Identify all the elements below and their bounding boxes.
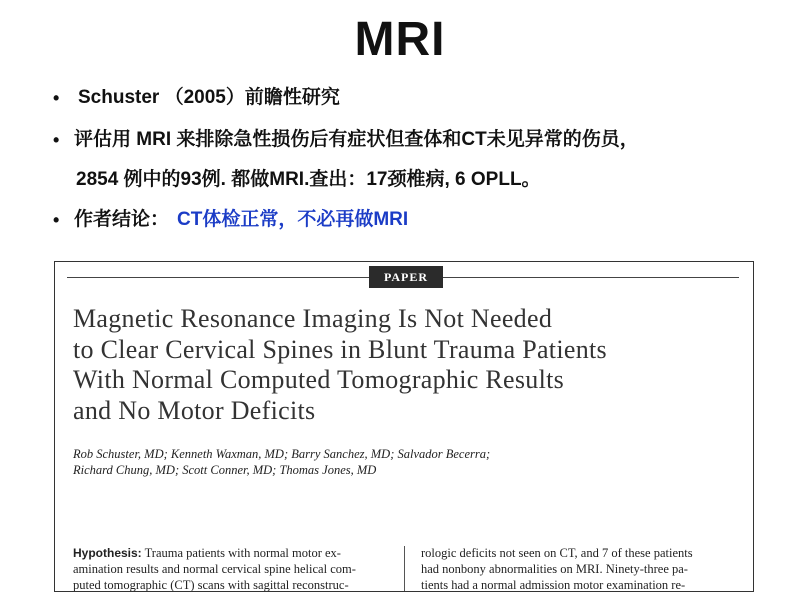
bullet-marker: • — [53, 130, 60, 150]
author-line: Rob Schuster, MD; Kenneth Waxman, MD; Barry Sanchez, MD; Salvador Becerra; — [73, 447, 491, 461]
bullet-marker: • — [53, 88, 60, 108]
abstract-line: tients had a normal admission motor examination re- — [421, 578, 686, 592]
author-line: Richard Chung, MD; Scott Conner, MD; Thomas Jones, MD — [73, 463, 377, 477]
paper-title-line: Magnetic Resonance Imaging Is Not Needed — [73, 304, 553, 333]
abstract-line: amination results and normal cervical spine helical com- — [73, 562, 356, 576]
abstract-column-right — [421, 545, 741, 592]
abstract-line — [73, 545, 391, 561]
abstract-line: had nonbony abnormalities on MRI. Ninety-three pa- — [421, 562, 688, 576]
abstract-column-left — [73, 545, 391, 592]
paper-title-line: to Clear Cervical Spines in Blunt Trauma Patients — [73, 334, 607, 364]
conclusion-text — [74, 204, 408, 236]
bullet-continuation-text: 2854 例中的93例. 都做MRI.查出：17颈椎病, 6 OPLL。 — [76, 169, 541, 190]
header-rule-right — [443, 277, 739, 278]
abstract-line: rologic deficits not seen on CT, and 7 of these patients — [421, 546, 693, 560]
paper-screenshot — [54, 261, 754, 592]
slide-title: MRI — [354, 13, 446, 66]
paper-authors — [73, 446, 743, 478]
conclusion-label: 作者结论： — [74, 209, 170, 230]
paper-tag: PAPER — [369, 266, 443, 288]
column-divider — [404, 546, 405, 592]
bullet-marker: • — [53, 210, 60, 230]
abstract-heading: Hypothesis: — [73, 546, 142, 560]
bullet-text: Schuster （2005）前瞻性研究 — [78, 87, 340, 108]
paper-title-line: With Normal Computed Tomographic Results — [73, 365, 565, 394]
paper-title-line: and No Motor Deficits — [73, 395, 316, 425]
header-rule-left — [67, 277, 369, 278]
bullet-text: 评估用 MRI 来排除急性损伤后有症状但查体和CT未见异常的伤员， — [74, 129, 639, 150]
conclusion-highlight: CT体检正常，不必再做MRI — [177, 209, 409, 230]
abstract-line-text: Trauma patients with normal motor ex- — [141, 546, 341, 560]
paper-title — [73, 304, 743, 426]
abstract-line: puted tomographic (CT) scans with sagittal reconstruc- — [73, 578, 349, 592]
